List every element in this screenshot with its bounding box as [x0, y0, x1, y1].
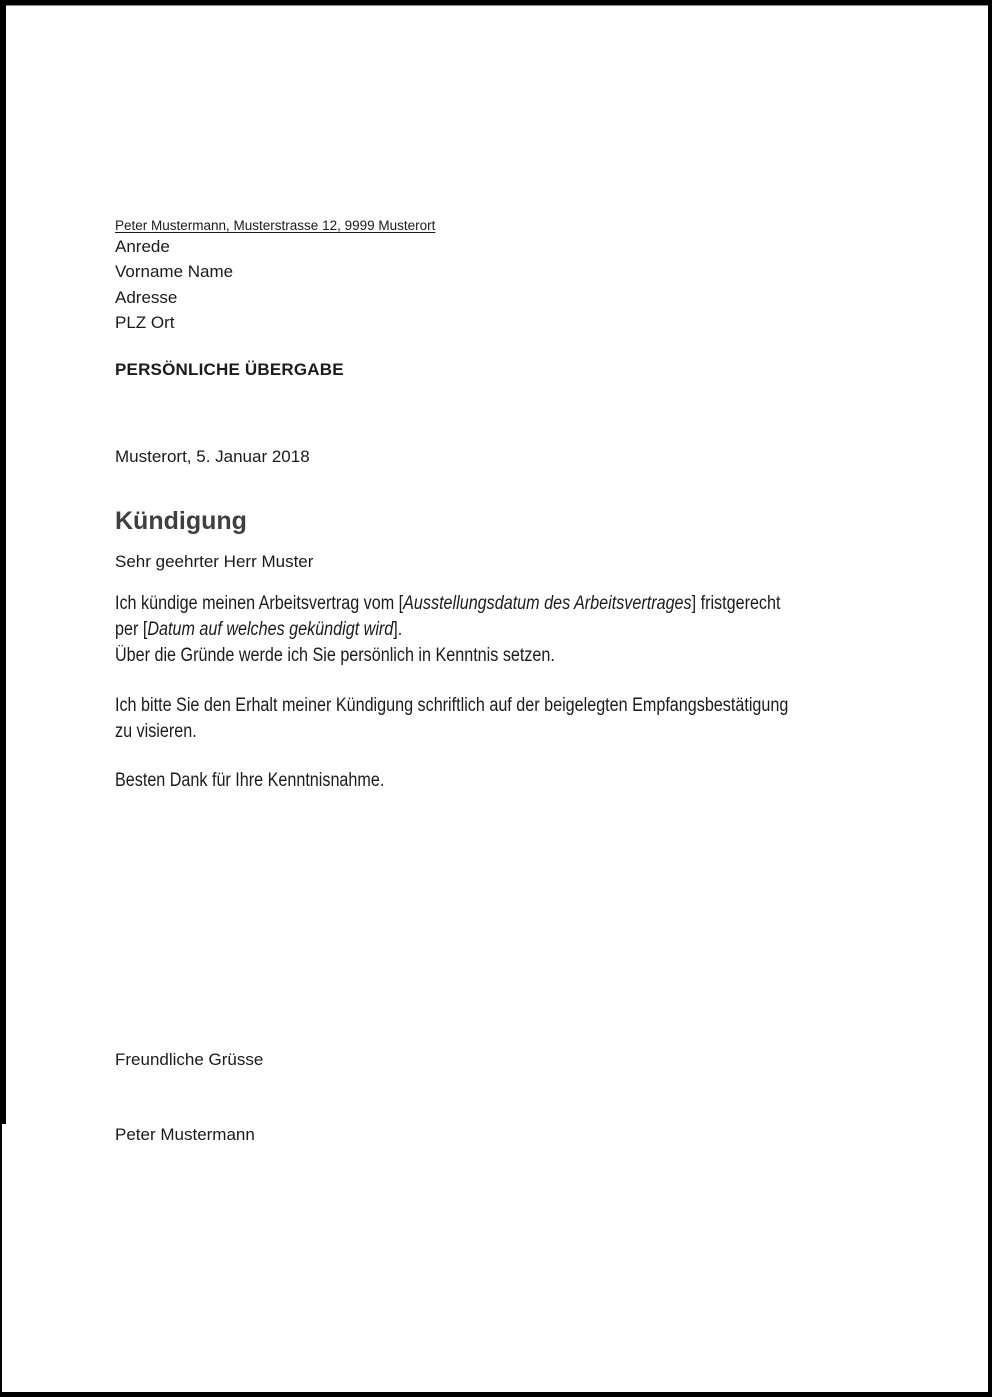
paragraph-confirmation — [115, 693, 907, 745]
delivery-note: PERSÖNLICHE ÜBERGABE — [115, 360, 344, 379]
closing-line: Freundliche Grüsse — [115, 1050, 264, 1069]
page-border-top — [0, 0, 992, 6]
signature-name: Peter Mustermann — [115, 1125, 255, 1144]
thanks-line-text: Besten Dank für Ihre Kenntnisnahme. — [115, 770, 385, 791]
recipient-address-block — [115, 234, 233, 335]
page-border-left-upper — [0, 0, 6, 1124]
paragraph-notice-line-2: per [Datum auf welches gekündigt wird]. — [115, 619, 403, 640]
recipient-salutation-placeholder: Anrede — [115, 237, 170, 256]
recipient-city-placeholder: PLZ Ort — [115, 312, 175, 332]
subject-heading: Kündigung — [115, 507, 247, 535]
place-date-line: Musterort, 5. Januar 2018 — [115, 447, 310, 466]
page-border-right — [988, 0, 992, 1397]
recipient-street-placeholder: Adresse — [115, 287, 178, 307]
paragraph-notice — [115, 591, 898, 669]
paragraph-notice-line-1: Ich kündige meinen Arbeitsvertrag vom [Ausstellungsdatum des Arbeitsvertrages] fristgerecht — [115, 593, 781, 614]
thanks-line — [115, 768, 432, 794]
salutation-line: Sehr geehrter Herr Muster — [115, 552, 314, 571]
paragraph-notice-line-3: Über die Gründe werde ich Sie persönlich in Kenntnis setzen. — [115, 645, 555, 666]
paragraph-confirmation-line-1: Ich bitte Sie den Erhalt meiner Kündigung schriftlich auf der beigelegten Empfangsbestätigung — [115, 695, 789, 716]
page-border-left-lower — [0, 1124, 2, 1397]
sender-address-line: Peter Mustermann, Musterstrasse 12, 9999 Musterort — [115, 218, 436, 233]
recipient-name-placeholder: Vorname Name — [115, 262, 234, 282]
paragraph-confirmation-line-2: zu visieren. — [115, 721, 197, 742]
page-border-bottom — [0, 1392, 992, 1397]
